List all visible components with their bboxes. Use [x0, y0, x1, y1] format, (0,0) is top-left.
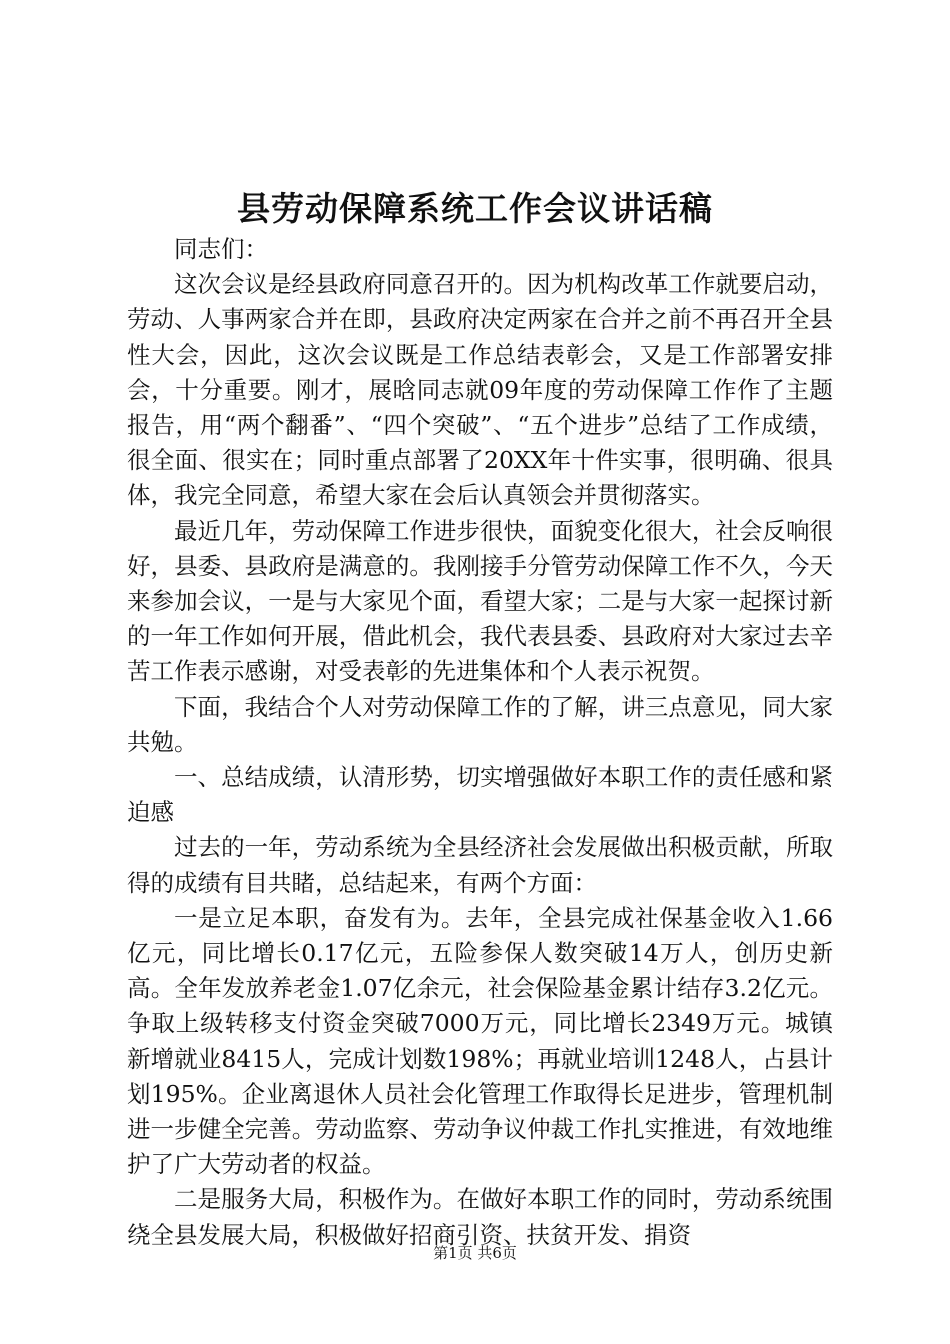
paragraph: 这次会议是经县政府同意召开的。因为机构改革工作就要启动，劳动、人事两家合并在即，县政府决定两家在合并之前不再召开全县性大会，因此，这次会议既是工作总结表彰会，又是工作部署安排会，十分重要。刚才，展晗同志就09年度的劳动保障工作作了主题报告，用“两个翻番”、“四个突破”、“五个进步”总结了工作成绩，很全面、很实在；同时重点部署了20XX年十件实事，很明确、很具体，我完全同意，希望大家在会后认真领会并贯彻落实。: [127, 270, 833, 510]
document-title: 县劳动保障系统工作会议讲话稿: [237, 189, 713, 228]
section-heading: 一、总结成绩，认清形势，切实增强做好本职工作的责任感和紧迫感: [127, 763, 833, 827]
paragraph: 过去的一年，劳动系统为全县经济社会发展做出积极贡献，所取得的成绩有目共睹，总结起来，有两个方面：: [127, 833, 833, 897]
paragraph: 下面，我结合个人对劳动保障工作的了解，讲三点意见，同大家共勉。: [127, 692, 833, 756]
salutation: 同志们：: [174, 235, 268, 263]
paragraph: 二是服务大局，积极作为。在做好本职工作的同时，劳动系统围绕全县发展大局，积极做好招商引资、扶贫开发、捐资: [127, 1185, 833, 1249]
paragraph: 一是立足本职，奋发有为。去年，全县完成社保基金收入1.66亿元，同比增长0.17亿元，五险参保人数突破14万人，创历史新高。全年发放养老金1.07亿余元，社会保险基金累计结存3.2亿元。争取上级转移支付资金突破7000万元，同比增长2349万元。城镇新增就业8415人，完成计划数198%；再就业培训1248人，占县计划195%。企业离退休人员社会化管理工作取得长足进步，管理机制进一步健全完善。劳动监察、劳动争议仲裁工作扎实推进，有效地维护了广大劳动者的权益。: [127, 903, 833, 1179]
paragraph: 最近几年，劳动保障工作进步很快，面貌变化很大，社会反响很好，县委、县政府是满意的。我刚接手分管劳动保障工作不久，今天来参加会议，一是与大家见个面，看望大家；二是与大家一起探讨新的一年工作如何开展，借此机会，我代表县委、县政府对大家过去辛苦工作表示感谢，对受表彰的先进集体和个人表示祝贺。: [127, 516, 833, 686]
page-number-footer: 第1页 共6页: [433, 1244, 517, 1262]
document-body: [127, 232, 833, 1253]
